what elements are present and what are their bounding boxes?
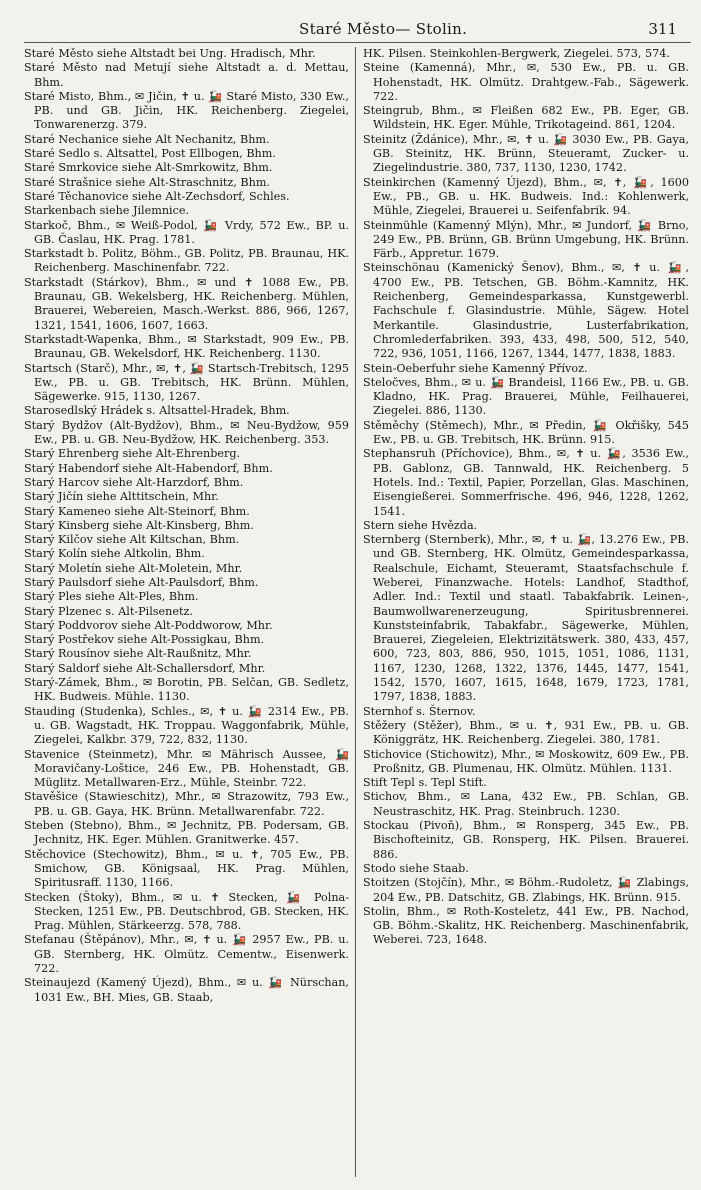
directory-entry: Starosedlský Hrádek s. Altsattel-Hradek, Bhm. xyxy=(24,404,290,418)
directory-entry: Starý Kolín siehe Altkolin, Bhm. xyxy=(24,547,205,561)
directory-entry: Starý Saldorf siehe Alt-Schallersdorf, Mhr. xyxy=(24,661,266,675)
directory-entry: Stoitzen (Stojčín), Mhr., ✉ Böhm.-Rudoletz, 🚂 Zlabings, 204 Ew., PB. Datschitz, GB. Zlabings, HK. Brünn. 915. xyxy=(363,876,689,904)
columns xyxy=(24,47,691,1177)
directory-entry: Starý Rousínov siehe Alt-Raußnitz, Mhr. xyxy=(24,647,252,661)
right-column xyxy=(355,47,689,1177)
directory-entry: Steingrub, Bhm., ✉ Fleißen 682 Ew., PB. Eger, GB. Wildstein, HK. Eger. Mühle, Trikotageind. 861, 1204. xyxy=(363,104,689,132)
directory-entry: Starý Moletín siehe Alt-Moletein, Mhr. xyxy=(24,561,243,575)
directory-entry: Starý Poddvorov siehe Alt-Poddworow, Mhr. xyxy=(24,618,273,632)
directory-entry: Stephansruh (Příchovice), Bhm., ✉, ✝ u. 🚂, 3536 Ew., PB. Gablonz, GB. Tannwald, HK. Reichenberg. 5 Hotels. Ind.: Textil, Papier, Porzellan, Glas. Maschinen, Eisengießerei. Sommerfrische. 496, 946, 1228, 1262, 1541. xyxy=(363,447,689,518)
directory-entry: Stockau (Pivoň), Bhm., ✉ Ronsperg, 345 Ew., PB. Bischofteinitz, GB. Ronsperg, HK. Pilsen. Brauerei. 886. xyxy=(363,819,689,861)
page-number: 311 xyxy=(648,20,677,38)
directory-entry: Starý Ples siehe Alt-Ples, Bhm. xyxy=(24,590,199,604)
directory-entry: Starý Ehrenberg siehe Alt-Ehrenberg. xyxy=(24,447,241,461)
directory-entry: Steinmühle (Kamenný Mlýn), Mhr., ✉ Jundorf, 🚂 Brno, 249 Ew., PB. Brünn, GB. Brünn Umgebung, HK. Brünn. Färb., Appretur. 1679. xyxy=(363,218,689,261)
directory-entry: HK. Pilsen. Steinkohlen-Bergwerk, Ziegelei. 573, 574. xyxy=(363,47,670,60)
directory-entry: Starý Bydžov (Alt-Bydžov), Bhm., ✉ Neu-Bydžow, 959 Ew., PB. u. GB. Neu-Bydžow, HK. Reichenberg. 353. xyxy=(24,418,349,447)
directory-entry: Steločves, Bhm., ✉ u. 🚂 Brandeisl, 1166 Ew., PB. u. GB. Kladno, HK. Prag. Brauerei, Mühle, Feilhauerei, Ziegelei. 886, 1130. xyxy=(363,375,689,418)
directory-entry: Steinaujezd (Kamený Újezd), Bhm., ✉ u. 🚂 Nürschan, 1031 Ew., BH. Mies, GB. Staab, xyxy=(24,976,349,1004)
directory-entry: Staré Město nad Metují siehe Altstadt a. d. Mettau, Bhm. xyxy=(24,61,349,89)
directory-entry: Stern siehe Hvězda. xyxy=(363,518,478,532)
directory-entry: Sternberg (Sternberk), Mhr., ✉, ✝ u. 🚂, 13.276 Ew., PB. und GB. Sternberg, HK. Olmütz, Gemeindesparkassa, Realschule, Eichamt, Steueramt, Staatsfachschule f. Weberei, Finanzwache. Hotels: Landhof, Stadthof, Adler. Ind.: Textil und staatl. Tabakfabrik. Leinen-, Baumwollwarenerzeugung, Spiritusbrennerei. Kunststeinfabrik, Tabakfabr., Sägewerke, Mühlen, Brauerei, Ziegeleien, Elektrizitätswerk. 380, 433, 457, 600, 723, 803, 886, 950, 1015, 1051, 1086, 1131, 1167, 1230, 1268, 1322, 1376, 1445, 1477, 1541, 1542, 1570, 1607, 1615, 1648, 1679, 1723, 1781, 1797, 1838, 1883. xyxy=(363,533,689,704)
directory-entry: Starkstadt b. Politz, Böhm., GB. Politz, PB. Braunau, HK. Reichenberg. Maschinenfabr. 722. xyxy=(24,247,349,275)
directory-entry: Steinitz (Ždánice), Mhr., ✉, ✝ u. 🚂 3030 Ew., PB. Gaya, GB. Steinitz, HK. Brünn, Steueramt, Zucker- u. Ziegelindustrie. 380, 737, 1130, 1230, 1742. xyxy=(363,132,689,175)
directory-entry: Stavěšice (Stawieschitz), Mhr., ✉ Strazowitz, 793 Ew., PB. u. GB. Gaya, HK. Brünn. Metallwarenfabr. 722. xyxy=(24,790,349,818)
directory-entry: Staré Smrkovice siehe Alt-Smrkowitz, Bhm. xyxy=(24,161,273,175)
directory-entry: Starý-Zámek, Bhm., ✉ Borotin, PB. Selčan, GB. Sedletz, HK. Budweis. Mühle. 1130. xyxy=(24,676,349,704)
directory-entry: Staré Misto, Bhm., ✉ Jičin, ✝ u. 🚂 Staré Misto, 330 Ew., PB. und GB. Jičin, HK. Reichenberg. Ziegelei, Tonwarenerzg. 379. xyxy=(24,89,349,132)
directory-entry: Stěměchy (Stěmech), Mhr., ✉ Předin, 🚂 Okřišky, 545 Ew., PB. u. GB. Trebitsch, HK. Brünn. 915. xyxy=(363,418,689,447)
directory-entry: Steinkirchen (Kamenný Újezd), Bhm., ✉, ✝, 🚂, 1600 Ew., PB., GB. u. HK. Budweis. Ind.: Kohlenwerk, Mühle, Ziegelei, Brauerei u. Seifenfabrik. 94. xyxy=(363,175,689,218)
directory-entry: Starkstadt (Stárkov), Bhm., ✉ und ✝ 1088 Ew., PB. Braunau, GB. Wekelsberg, HK. Reichenberg. Mühlen, Brauerei, Webereien, Masch.-Werkst. 886, 966, 1267, 1321, 1541, 1606, 1607, 1663. xyxy=(24,275,349,332)
directory-entry: Starý Kilčov siehe Alt Kiltschan, Bhm. xyxy=(24,533,240,547)
left-column xyxy=(24,47,349,1177)
directory-entry: Starkstadt-Wapenka, Bhm., ✉ Starkstadt, 909 Ew., PB. Braunau, GB. Wekelsdorf, HK. Reichenberg. 1130. xyxy=(24,332,349,361)
directory-entry: Sternhof s. Šternov. xyxy=(363,704,476,718)
directory-entry: Stichovice (Stichowitz), Mhr., ✉ Moskowitz, 609 Ew., PB. Proßnitz, GB. Plumenau, HK. Olmütz. Mühlen. 1131. xyxy=(363,747,689,775)
directory-entry: Stavenice (Steinmetz), Mhr. ✉ Mährisch Aussee, 🚂 Moravičany-Loštice, 246 Ew., PB. Hohenstadt, GB. Müglitz. Metallwaren-Erz., Mühle, Steinbr. 722. xyxy=(24,747,349,790)
directory-entry: Starý Plzenec s. Alt-Pilsenetz. xyxy=(24,604,193,618)
directory-entry: Starkoč, Bhm., ✉ Weiß-Podol, 🚂 Vrdy, 572 Ew., BP. u. GB. Časlau, HK. Prag. 1781. xyxy=(24,218,349,246)
directory-entry: Staré Těchanovice siehe Alt-Zechsdorf, Schles. xyxy=(24,189,290,203)
directory-entry: Stichov, Bhm., ✉ Lana, 432 Ew., PB. Schlan, GB. Neustraschitz, HK. Prag. Steinbruch. 1230. xyxy=(363,790,689,818)
directory-entry: Startsch (Starč), Mhr., ✉, ✝, 🚂 Startsch-Trebitsch, 1295 Ew., PB. u. GB. Trebitsch, HK. Brünn. Mühlen, Sägewerke. 915, 1130, 1267. xyxy=(24,361,349,404)
directory-entry: Staré Sedlo s. Altsattel, Post Ellbogen, Bhm. xyxy=(24,147,276,161)
directory-entry: Stift Tepl s. Tepl Stift. xyxy=(363,776,487,790)
directory-entry: Starkenbach siehe Jilemnice. xyxy=(24,204,190,218)
page-header xyxy=(24,14,691,43)
directory-entry: Staré Nechanice siehe Alt Nechanitz, Bhm. xyxy=(24,132,270,146)
directory-entry: Stolin, Bhm., ✉ Roth-Kosteletz, 441 Ew., PB. Nachod, GB. Böhm.-Skalitz, HK. Reichenberg. Maschinenfabrik, Weberei. 723, 1648. xyxy=(363,904,689,947)
directory-entry: Stěžery (Stěžer), Bhm., ✉ u. ✝, 931 Ew., PB. u. GB. Königgrätz, HK. Reichenberg. Ziegelei. 380, 1781. xyxy=(363,718,689,747)
directory-entry: Steben (Stebno), Bhm., ✉ Jechnitz, PB. Podersam, GB. Jechnitz, HK. Eger. Mühlen. Granitwerke. 457. xyxy=(24,819,349,847)
directory-entry: Stodo siehe Staab. xyxy=(363,861,469,875)
directory-entry: Starý Habendorf siehe Alt-Habendorf, Bhm. xyxy=(24,461,273,475)
directory-entry: Starý Paulsdorf siehe Alt-Paulsdorf, Bhm. xyxy=(24,575,259,589)
directory-entry: Starý Kameneo siehe Alt-Steinorf, Bhm. xyxy=(24,504,250,518)
directory-entry: Starý Harcov siehe Alt-Harzdorf, Bhm. xyxy=(24,475,244,489)
directory-entry: Stein-Oeberfuhr siehe Kamenný Přívoz. xyxy=(363,361,588,375)
directory-entry: Staré Strašnice siehe Alt-Straschnitz, Bhm. xyxy=(24,175,271,189)
directory-entry: Stauding (Studenka), Schles., ✉, ✝ u. 🚂 2314 Ew., PB. u. GB. Wagstadt, HK. Troppau. Waggonfabrik, Mühle, Ziegelei, Kalkbr. 379, 722, 832, 1130. xyxy=(24,704,349,747)
directory-entry: Steine (Kamenná), Mhr., ✉, 530 Ew., PB. u. GB. Hohenstadt, HK. Olmütz. Drahtgew.-Fab., Sägewerk. 722. xyxy=(363,61,689,103)
running-title: Staré Město— Stolin. xyxy=(299,20,468,38)
directory-entry: Staré Město siehe Altstadt bei Ung. Hradisch, Mhr. xyxy=(24,47,316,60)
directory-entry: Starý Kinsberg siehe Alt-Kinsberg, Bhm. xyxy=(24,518,254,532)
directory-entry: Stecken (Štoky), Bhm., ✉ u. ✝ Stecken, 🚂 Polna-Stecken, 1251 Ew., PB. Deutschbrod, GB. Stecken, HK. Prag. Mühlen, Stärkeerzg. 578, 788. xyxy=(24,890,349,933)
directory-entry: Starý Jičín siehe Alttitschein, Mhr. xyxy=(24,490,219,504)
directory-entry: Starý Postřekov siehe Alt-Possigkau, Bhm. xyxy=(24,633,265,647)
directory-entry: Stěchovice (Stechowitz), Bhm., ✉ u. ✝, 705 Ew., PB. Smichow, GB. Königsaal, HK. Prag. Mühlen, Spiritusraff. 1130, 1166. xyxy=(24,847,349,890)
directory-entry: Steinschönau (Kamenický Šenov), Bhm., ✉, ✝ u. 🚂, 4700 Ew., PB. Tetschen, GB. Böhm.-Kamnitz, HK. Reichenberg, Gemeindesparkassa, Kunstgewerbl. Fachschule f. Glasindustrie. Mühle, Sägew. Hotel Merkantile. Glasindustrie, Lusterfabrikation, Chromlederfabriken. 393, 433, 498, 500, 512, 540, 722, 936, 1051, 1166, 1267, 1344, 1477, 1838, 1883. xyxy=(363,261,689,361)
directory-entry: Stefanau (Štěpánov), Mhr., ✉, ✝ u. 🚂 2957 Ew., PB. u. GB. Sternberg, HK. Olmütz. Cementw., Eisenwerk. 722. xyxy=(24,933,349,975)
